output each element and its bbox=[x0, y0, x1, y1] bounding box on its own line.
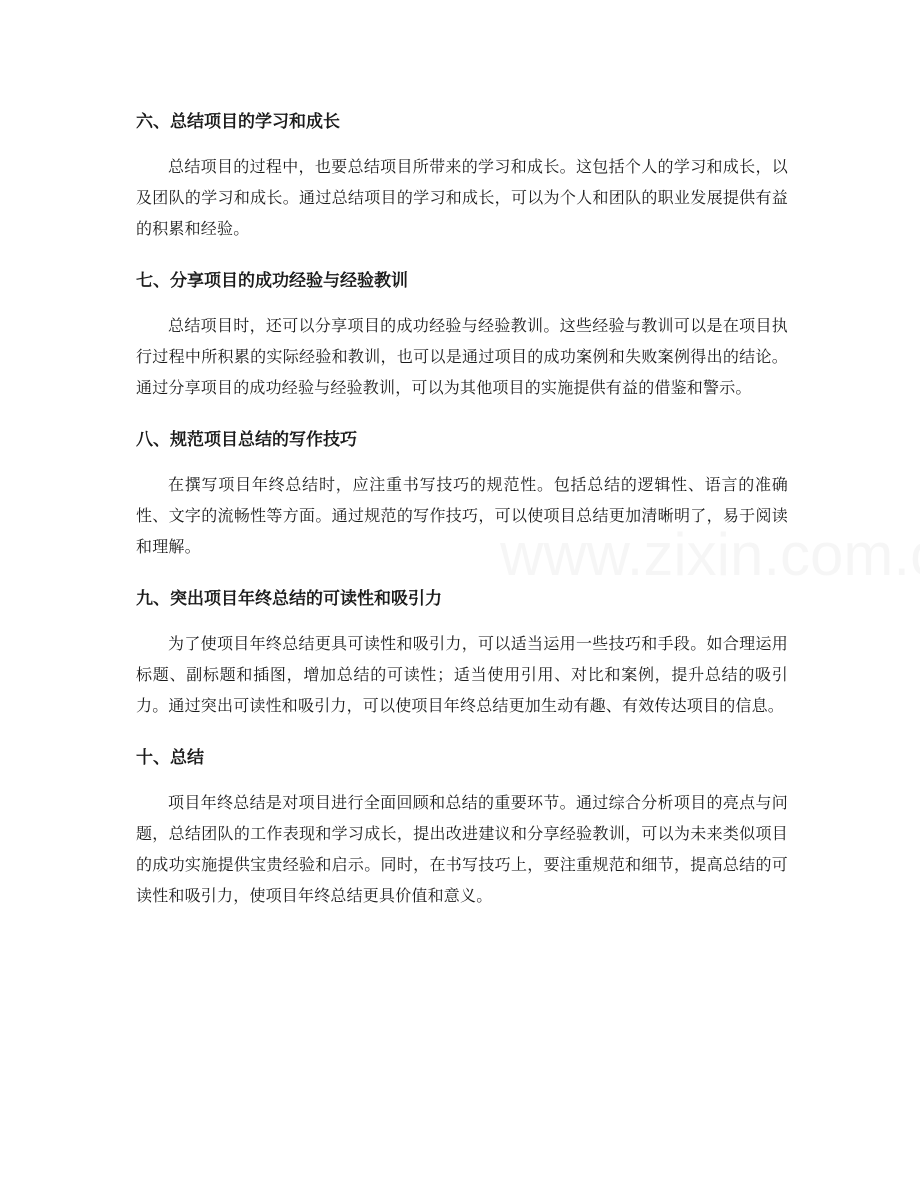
section-paragraph: 为了使项目年终总结更具可读性和吸引力，可以适当运用一些技巧和手段。如合理运用标题、副标题和插图，增加总结的可读性；适当使用引用、对比和案例，提升总结的吸引力。通过突出可读性和吸引力，可以使项目年终总结更加生动有趣、有效传达项目的信息。 bbox=[136, 634, 788, 715]
section-paragraph: 在撰写项目年终总结时，应注重书写技巧的规范性。包括总结的逻辑性、语言的准确性、文字的流畅性等方面。通过规范的写作技巧，可以使项目总结更加清晰明了，易于阅读和理解。 bbox=[136, 475, 788, 556]
section-8 bbox=[136, 421, 788, 562]
section-7 bbox=[136, 262, 788, 403]
section-paragraph: 总结项目的过程中，也要总结项目所带来的学习和成长。这包括个人的学习和成长，以及团队的学习和成长。通过总结项目的学习和成长，可以为个人和团队的职业发展提供有益的积累和经验。 bbox=[136, 157, 788, 238]
section-paragraph: 总结项目时，还可以分享项目的成功经验与经验教训。这些经验与教训可以是在项目执行过程中所积累的实际经验和教训，也可以是通过项目的成功案例和失败案例得出的结论。通过分享项目的成功经验与经验教训，可以为其他项目的实施提供有益的借鉴和警示。 bbox=[136, 316, 788, 397]
section-6 bbox=[136, 103, 788, 244]
section-9 bbox=[136, 580, 788, 721]
section-paragraph: 项目年终总结是对项目进行全面回顾和总结的重要环节。通过综合分析项目的亮点与问题，总结团队的工作表现和学习成长，提出改进建议和分享经验教训，可以为未来类似项目的成功实施提供宝贵经验和启示。同时，在书写技巧上，要注重规范和细节，提高总结的可读性和吸引力，使项目年终总结更具价值和意义。 bbox=[136, 793, 788, 905]
section-heading: 九、突出项目年终总结的可读性和吸引力 bbox=[136, 589, 442, 609]
section-heading: 十、总结 bbox=[136, 748, 204, 768]
section-10 bbox=[136, 739, 788, 911]
document-content bbox=[136, 103, 788, 929]
section-heading: 七、分享项目的成功经验与经验教训 bbox=[136, 271, 408, 291]
section-heading: 八、规范项目总结的写作技巧 bbox=[136, 430, 357, 450]
section-heading: 六、总结项目的学习和成长 bbox=[136, 112, 340, 132]
